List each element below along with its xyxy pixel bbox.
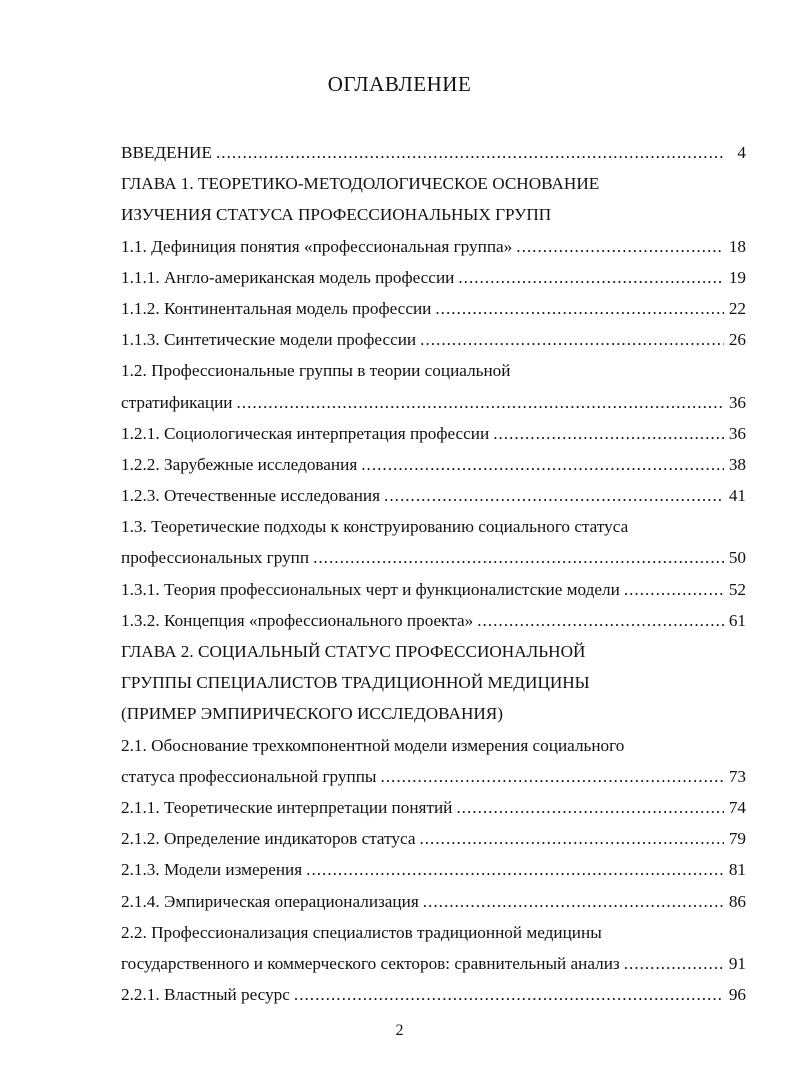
toc-entry-page: 74: [728, 797, 746, 817]
toc-entry-page: 4: [737, 143, 746, 162]
toc-leader-dots: [380, 761, 724, 792]
toc-entry-text: 1.2.3. Отечественные исследования: [121, 486, 381, 506]
toc-entry-page: 50: [728, 548, 746, 568]
toc-entry[interactable]: [121, 574, 746, 605]
toc-entry[interactable]: [121, 387, 746, 418]
toc-entry-page: 38: [728, 454, 746, 474]
toc-entry[interactable]: [121, 262, 746, 293]
toc-entry-page: 36: [728, 392, 746, 412]
toc-entry[interactable]: [121, 886, 746, 917]
toc-entry[interactable]: [121, 979, 746, 1010]
toc-entry[interactable]: [121, 823, 746, 854]
toc-entry[interactable]: [121, 636, 746, 667]
toc-entry-page: 79: [728, 829, 746, 849]
toc-entry-text: 1.1.2. Континентальная модель профессии: [121, 298, 432, 318]
toc-entry[interactable]: [121, 761, 746, 792]
toc-entry-page: 86: [728, 891, 746, 911]
toc-leader-dots: [361, 449, 724, 480]
toc-entry-text: 2.1.2. Определение индикаторов статуса: [121, 829, 416, 849]
toc-leader-dots: [493, 418, 724, 449]
toc-entry[interactable]: [121, 792, 746, 823]
toc-entry-text: 2.1. Обоснование трехкомпонентной модели измерения социального: [121, 735, 625, 755]
toc-entry[interactable]: [121, 199, 746, 230]
toc-leader-dots: [516, 231, 724, 262]
toc-leader-dots: [216, 137, 724, 168]
toc-entry-text: 2.1.1. Теоретические интерпретации понятий: [121, 797, 453, 817]
toc-entry-page: 52: [728, 579, 746, 599]
toc-leader-dots: [435, 293, 724, 324]
toc-leader-dots: [306, 854, 724, 885]
toc-entry[interactable]: [121, 698, 746, 729]
toc-leader-dots: [624, 574, 724, 605]
toc-entry-text: статуса профессиональной группы: [121, 766, 377, 786]
toc-entry[interactable]: [121, 137, 746, 168]
toc-leader-dots: [477, 605, 724, 636]
toc-entry[interactable]: [121, 324, 746, 355]
toc-entry-page: 36: [728, 423, 746, 443]
toc-entry-page: 18: [728, 236, 746, 256]
toc-entry-text: 2.1.3. Модели измерения: [121, 860, 303, 880]
toc-entry[interactable]: [121, 730, 746, 761]
toc-entry-text: (ПРИМЕР ЭМПИРИЧЕСКОГО ИССЛЕДОВАНИЯ): [121, 704, 503, 724]
toc-leader-dots: [294, 979, 724, 1010]
toc-entry-text: 2.2.1. Властный ресурс: [121, 985, 290, 1005]
toc-leader-dots: [236, 387, 724, 418]
toc-entry-page: 61: [728, 610, 746, 630]
toc-entry-text: 2.2. Профессионализация специалистов традиционной медицины: [121, 922, 602, 942]
toc-entry[interactable]: [121, 231, 746, 262]
page-title: ОГЛАВЛЕНИЕ: [327, 72, 472, 96]
table-of-contents: [121, 137, 746, 1010]
toc-leader-dots: [624, 948, 724, 979]
toc-entry[interactable]: [121, 418, 746, 449]
toc-entry[interactable]: [121, 293, 746, 324]
toc-entry-page: 81: [728, 860, 746, 880]
toc-entry[interactable]: [121, 605, 746, 636]
toc-entry-text: 1.2.1. Социологическая интерпретация профессии: [121, 423, 490, 443]
toc-entry-text: 1.2.2. Зарубежные исследования: [121, 454, 358, 474]
toc-entry-text: 1.1. Дефиниция понятия «профессиональная группа»: [121, 236, 513, 256]
toc-entry-text: ГЛАВА 1. ТЕОРЕТИКО-МЕТОДОЛОГИЧЕСКОЕ ОСНОВАНИЕ: [121, 174, 600, 194]
toc-entry[interactable]: [121, 511, 746, 542]
toc-leader-dots: [423, 886, 724, 917]
toc-entry-page: 22: [728, 298, 746, 318]
toc-leader-dots: [313, 542, 724, 573]
toc-entry-text: 1.3.1. Теория профессиональных черт и функционалистские модели: [121, 579, 620, 599]
toc-entry-page: 96: [728, 985, 746, 1005]
toc-entry-text: ГРУППЫ СПЕЦИАЛИСТОВ ТРАДИЦИОННОЙ МЕДИЦИНЫ: [121, 673, 590, 693]
toc-entry-text: государственного и коммерческого секторов: сравнительный анализ: [121, 953, 620, 973]
toc-entry-text: 1.1.3. Синтетические модели профессии: [121, 330, 417, 350]
toc-leader-dots: [384, 480, 724, 511]
toc-entry-text: стратификации: [121, 392, 233, 412]
page-number: 2: [395, 1022, 404, 1039]
toc-entry-text: 1.1.1. Англо-американская модель профессии: [121, 267, 455, 287]
toc-entry[interactable]: [121, 917, 746, 948]
toc-entry[interactable]: [121, 854, 746, 885]
toc-entry-text: ВВЕДЕНИЕ: [121, 143, 212, 162]
toc-entry-text: 2.1.4. Эмпирическая операционализация: [121, 891, 419, 911]
toc-entry[interactable]: [121, 449, 746, 480]
toc-leader-dots: [419, 823, 724, 854]
toc-entry[interactable]: [121, 667, 746, 698]
toc-entry-text: ГЛАВА 2. СОЦИАЛЬНЫЙ СТАТУС ПРОФЕССИОНАЛЬНОЙ: [121, 642, 586, 661]
toc-entry-page: 73: [728, 766, 746, 786]
toc-entry[interactable]: [121, 355, 746, 386]
toc-entry[interactable]: [121, 542, 746, 573]
toc-entry-text: 1.3. Теоретические подходы к конструированию социального статуса: [121, 517, 629, 537]
toc-entry-text: 1.3.2. Концепция «профессионального проекта»: [121, 610, 474, 630]
toc-entry-page: 41: [728, 486, 746, 506]
toc-entry[interactable]: [121, 168, 746, 199]
toc-leader-dots: [456, 792, 724, 823]
toc-entry-text: профессиональных групп: [121, 548, 310, 568]
toc-entry-text: ИЗУЧЕНИЯ СТАТУСА ПРОФЕССИОНАЛЬНЫХ ГРУПП: [121, 205, 552, 225]
toc-entry-page: 19: [728, 267, 746, 287]
toc-entry-text: 1.2. Профессиональные группы в теории социальной: [121, 361, 511, 381]
toc-entry-page: 91: [728, 953, 746, 973]
toc-leader-dots: [420, 324, 724, 355]
toc-entry[interactable]: [121, 480, 746, 511]
toc-entry[interactable]: [121, 948, 746, 979]
toc-leader-dots: [458, 262, 724, 293]
toc-entry-page: 26: [728, 330, 746, 350]
